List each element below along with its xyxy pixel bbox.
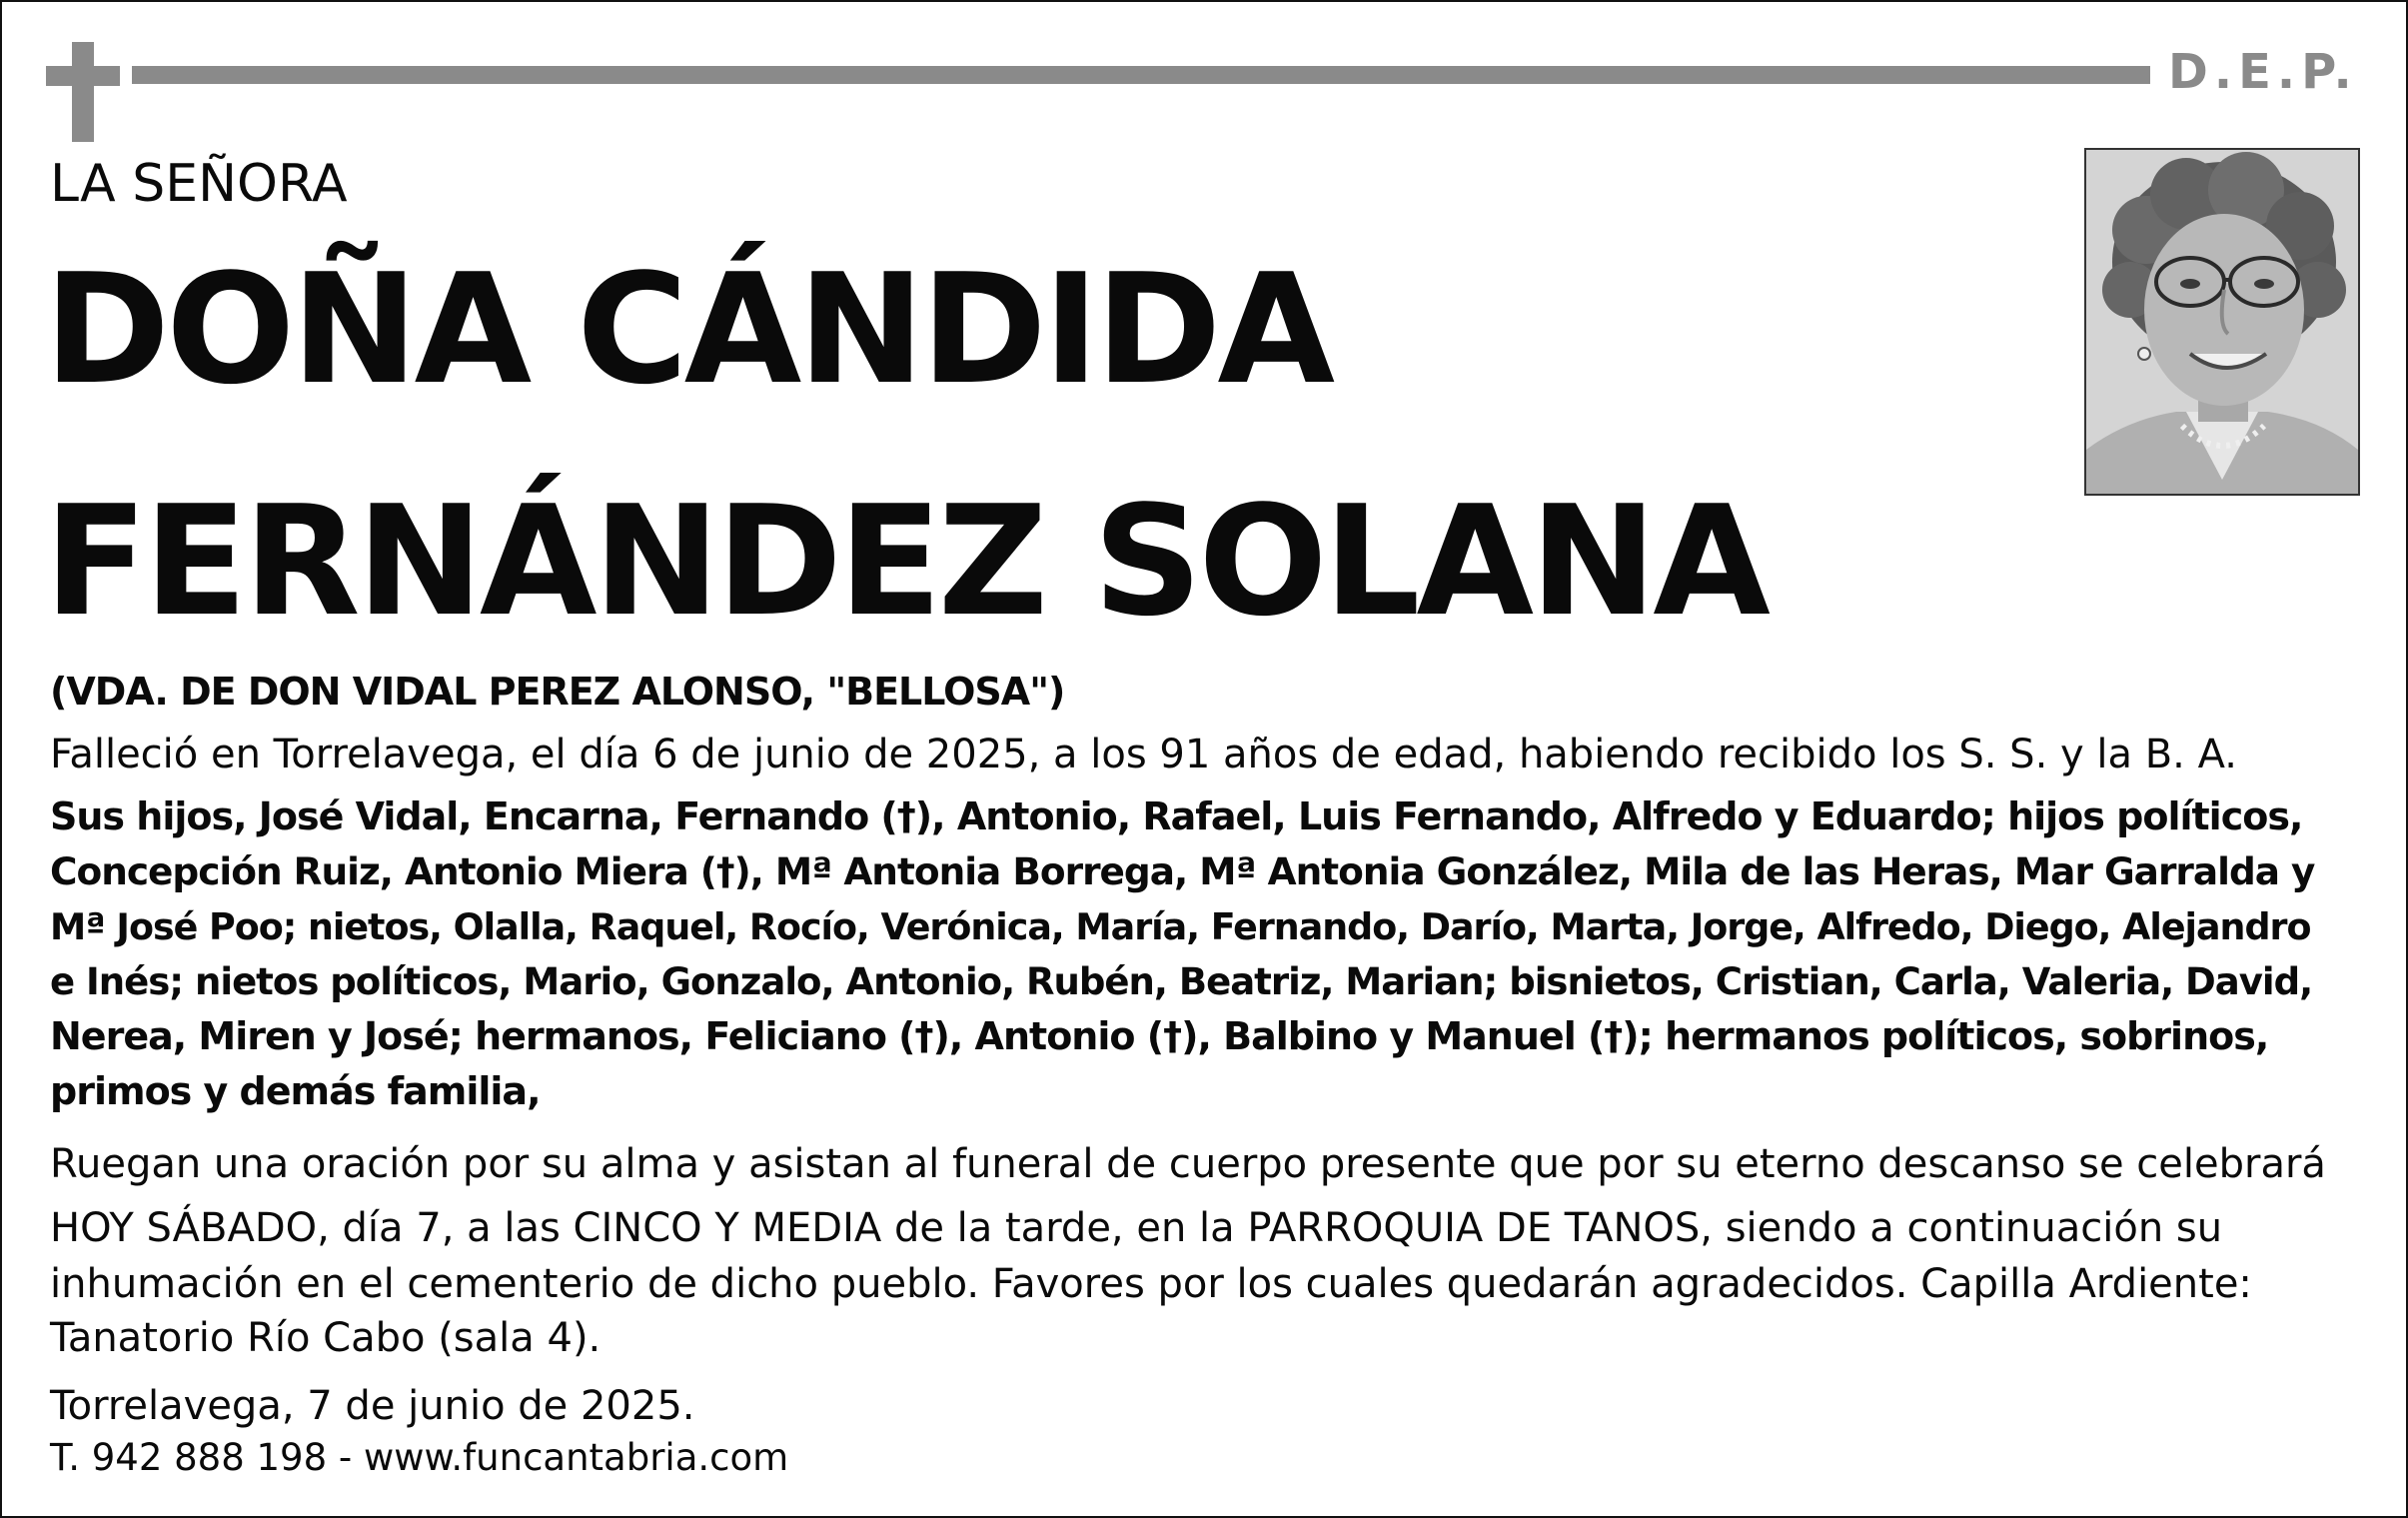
funeral-line: HOY SÁBADO, día 7, a las CINCO Y MEDIA de la tarde, en la PARROQUIA DE TANOS, siendo a continuación su [50,1205,2223,1251]
deceased-name-line1: DOÑA CÁNDIDA [44,241,1332,418]
funeral-line: inhumación en el cementerio de dicho pueblo. Favores por los cuales quedarán agradecidos. Capilla Ardiente: [50,1261,2252,1307]
portrait-photo [2084,148,2360,496]
title-la-senora: LA SEÑORA [50,154,348,214]
family-line: Mª José Poo; nietos, Olalla, Raquel, Rocío, Verónica, María, Fernando, Darío, Marta, Jorge, Alfredo, Diego, Alejandro [50,905,2311,948]
cross-icon [46,42,120,142]
deceased-name-line2: FERNÁNDEZ SOLANA [44,473,1767,650]
death-notice-text: Falleció en Torrelavega, el día 6 de junio de 2025, a los 91 años de edad, habiendo recibido los S. S. y la B. A. [50,732,2237,777]
family-line: primos y demás familia, [50,1069,541,1113]
family-line: Concepción Ruiz, Antonio Miera (†), Mª Antonia Borrega, Mª Antonia González, Mila de las Heras, Mar Garralda y [50,849,2315,893]
contact-info: T. 942 888 198 - www.funcantabria.com [50,1436,789,1479]
family-line: Nerea, Miren y José; hermanos, Feliciano (†), Antonio (†), Balbino y Manuel (†); hermanos políticos, sobrinos, [50,1014,2269,1058]
dep-label: D.E.P. [2168,44,2358,100]
family-line: e Inés; nietos políticos, Mario, Gonzalo, Antonio, Rubén, Beatriz, Marian; bisnietos, Cristian, Carla, Valeria, David, [50,960,2313,1003]
funeral-line: Tanatorio Río Cabo (sala 4). [50,1315,602,1361]
widow-of-note: (VDA. DE DON VIDAL PEREZ ALONSO, "BELLOSA") [50,670,1065,714]
family-line: Sus hijos, José Vidal, Encarna, Fernando (†), Antonio, Rafael, Luis Fernando, Alfredo y Eduardo; hijos políticos, [50,794,2303,838]
place-date: Torrelavega, 7 de junio de 2025. [50,1383,695,1429]
funeral-line: Ruegan una oración por su alma y asistan al funeral de cuerpo presente que por su eterno descanso se celebrará [50,1141,2326,1187]
header-rule [132,66,2150,84]
